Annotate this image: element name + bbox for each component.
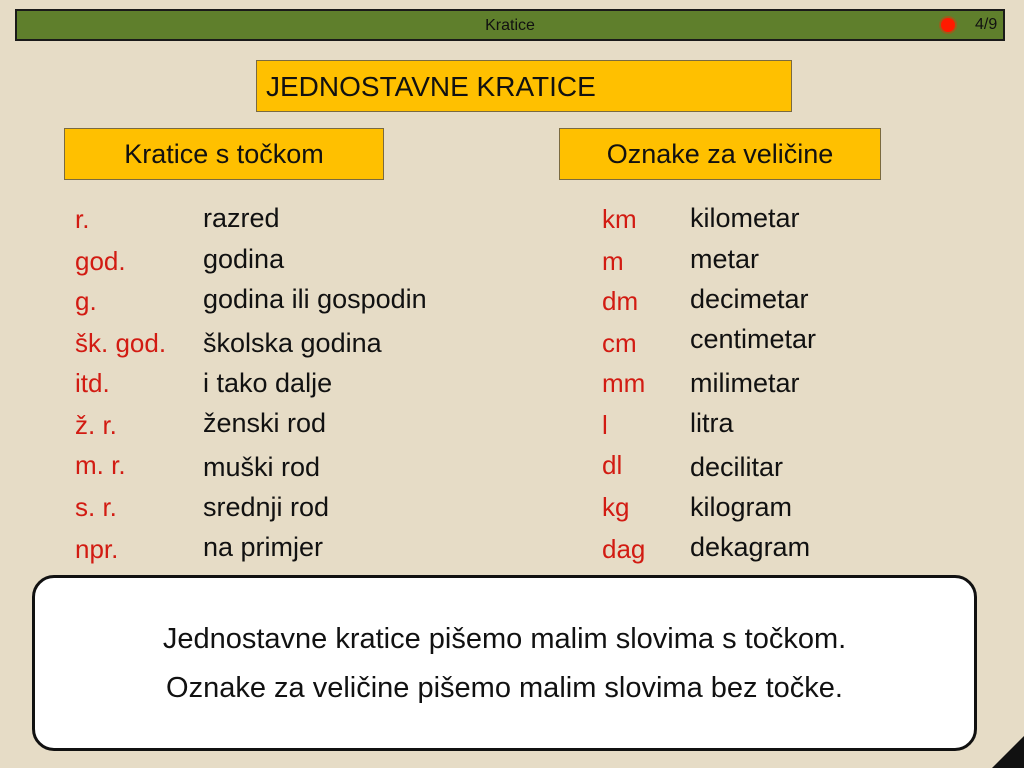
right-abbreviation: m xyxy=(602,246,624,276)
slide-title: Kratice xyxy=(485,17,535,34)
left-meaning: na primjer xyxy=(203,532,324,562)
left-abbreviation: god. xyxy=(75,246,126,276)
left-abbreviation: s. r. xyxy=(75,492,117,522)
right-meaning: centimetar xyxy=(690,324,817,354)
right-meaning: milimetar xyxy=(690,368,800,398)
left-abbreviation: itd. xyxy=(75,368,110,398)
right-meaning: decilitar xyxy=(690,452,784,482)
right-meaning: decimetar xyxy=(690,284,809,314)
main-title: JEDNOSTAVNE KRATICE xyxy=(256,60,792,112)
left-meaning: muški rod xyxy=(203,452,321,482)
left-meaning: godina ili gospodin xyxy=(203,284,427,314)
rule-note-box xyxy=(32,575,977,751)
right-abbreviation: dm xyxy=(602,286,639,316)
rule-note-line-2: Oznake za veličine pišemo malim slovima bez točke. xyxy=(166,672,843,704)
left-abbreviation: g. xyxy=(75,286,97,316)
left-abbreviation: m. r. xyxy=(75,450,126,480)
left-abbreviation: šk. god. xyxy=(75,328,167,358)
right-abbreviation: l xyxy=(602,410,608,440)
left-meaning: ženski rod xyxy=(203,408,327,438)
left-meaning: razred xyxy=(203,203,280,233)
right-column-heading: Oznake za veličine xyxy=(559,128,881,180)
right-abbreviation: km xyxy=(602,204,637,234)
left-meaning: srednji rod xyxy=(203,492,330,522)
left-abbreviation: ž. r. xyxy=(75,410,117,440)
left-abbreviation: npr. xyxy=(75,534,119,564)
right-abbreviation: cm xyxy=(602,328,637,358)
right-meaning: kilometar xyxy=(690,203,800,233)
rule-note-line-1: Jednostavne kratice pišemo malim slovima s točkom. xyxy=(162,623,847,655)
page-number: 4/9 xyxy=(975,16,998,33)
left-meaning: i tako dalje xyxy=(203,368,333,398)
left-meaning: godina xyxy=(203,244,285,274)
left-column-heading: Kratice s točkom xyxy=(64,128,384,180)
record-dot-icon[interactable] xyxy=(941,18,955,32)
right-abbreviation: kg xyxy=(602,492,630,522)
right-abbreviation: dag xyxy=(602,534,646,564)
left-abbreviation: r. xyxy=(75,204,90,234)
right-abbreviation: mm xyxy=(602,368,646,398)
right-meaning: dekagram xyxy=(690,532,811,562)
right-meaning: kilogram xyxy=(690,492,793,522)
header-bar xyxy=(15,9,1005,41)
right-abbreviation: dl xyxy=(602,450,623,480)
right-meaning: metar xyxy=(690,244,760,274)
right-meaning: litra xyxy=(690,408,734,438)
page-curl-icon[interactable] xyxy=(992,736,1024,768)
left-meaning: školska godina xyxy=(203,328,382,358)
